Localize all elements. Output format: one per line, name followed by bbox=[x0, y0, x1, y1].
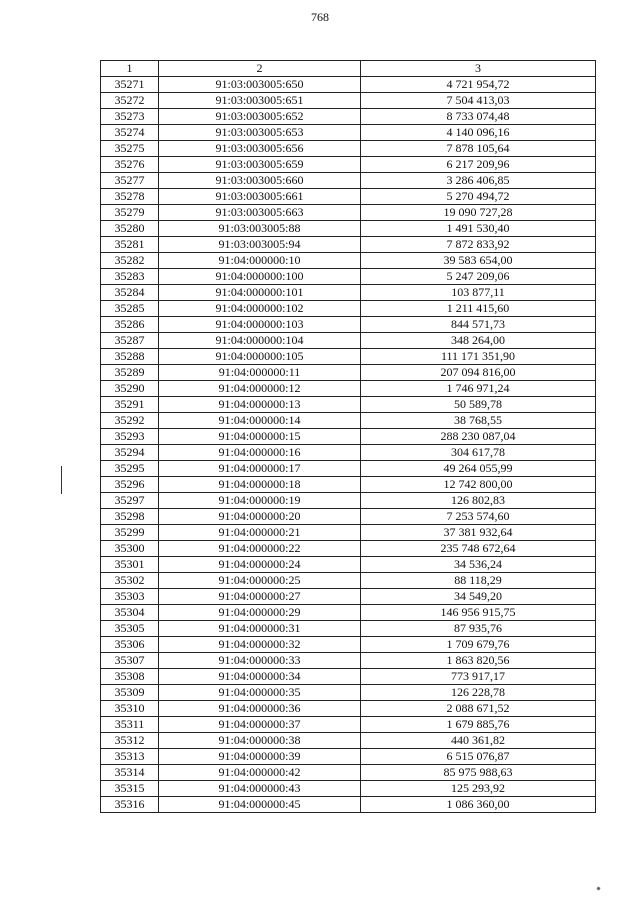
table-row bbox=[101, 461, 596, 477]
table-row bbox=[101, 717, 596, 733]
value-cell: 1 746 971,24 bbox=[361, 381, 596, 397]
table-row bbox=[101, 317, 596, 333]
cadastral-number-cell: 91:04:000000:17 bbox=[159, 461, 361, 477]
table-row bbox=[101, 445, 596, 461]
value-cell: 111 171 351,90 bbox=[361, 349, 596, 365]
table-row bbox=[101, 605, 596, 621]
row-number-cell: 35316 bbox=[101, 797, 159, 813]
table-row bbox=[101, 205, 596, 221]
value-cell: 773 917,17 bbox=[361, 669, 596, 685]
value-cell: 88 118,29 bbox=[361, 573, 596, 589]
row-number-cell: 35311 bbox=[101, 717, 159, 733]
cadastral-number-cell: 91:04:000000:31 bbox=[159, 621, 361, 637]
row-number-cell: 35272 bbox=[101, 93, 159, 109]
cadastral-value-table bbox=[100, 60, 596, 813]
value-cell: 3 286 406,85 bbox=[361, 173, 596, 189]
row-number-cell: 35291 bbox=[101, 397, 159, 413]
cadastral-number-cell: 91:04:000000:18 bbox=[159, 477, 361, 493]
row-number-cell: 35277 bbox=[101, 173, 159, 189]
row-number-cell: 35276 bbox=[101, 157, 159, 173]
value-cell: 1 679 885,76 bbox=[361, 717, 596, 733]
table-row bbox=[101, 285, 596, 301]
row-number-cell: 35278 bbox=[101, 189, 159, 205]
cadastral-number-cell: 91:04:000000:11 bbox=[159, 365, 361, 381]
table-row bbox=[101, 381, 596, 397]
value-cell: 4 140 096,16 bbox=[361, 125, 596, 141]
row-number-cell: 35315 bbox=[101, 781, 159, 797]
scan-speck bbox=[596, 886, 600, 890]
value-cell: 7 878 105,64 bbox=[361, 141, 596, 157]
table-header-row bbox=[101, 61, 596, 77]
cadastral-number-cell: 91:04:000000:105 bbox=[159, 349, 361, 365]
value-cell: 49 264 055,99 bbox=[361, 461, 596, 477]
table-row bbox=[101, 621, 596, 637]
row-number-cell: 35292 bbox=[101, 413, 159, 429]
row-number-cell: 35273 bbox=[101, 109, 159, 125]
value-cell: 126 802,83 bbox=[361, 493, 596, 509]
cadastral-number-cell: 91:04:000000:103 bbox=[159, 317, 361, 333]
cadastral-number-cell: 91:04:000000:36 bbox=[159, 701, 361, 717]
row-number-cell: 35310 bbox=[101, 701, 159, 717]
row-number-cell: 35286 bbox=[101, 317, 159, 333]
cadastral-number-cell: 91:03:003005:652 bbox=[159, 109, 361, 125]
cadastral-number-cell: 91:04:000000:35 bbox=[159, 685, 361, 701]
cadastral-number-cell: 91:04:000000:14 bbox=[159, 413, 361, 429]
cadastral-number-cell: 91:04:000000:104 bbox=[159, 333, 361, 349]
row-number-cell: 35304 bbox=[101, 605, 159, 621]
value-cell: 348 264,00 bbox=[361, 333, 596, 349]
value-cell: 304 617,78 bbox=[361, 445, 596, 461]
table-row bbox=[101, 701, 596, 717]
table-row bbox=[101, 253, 596, 269]
table-row bbox=[101, 765, 596, 781]
row-number-cell: 35294 bbox=[101, 445, 159, 461]
table-row bbox=[101, 301, 596, 317]
cadastral-number-cell: 91:03:003005:650 bbox=[159, 77, 361, 93]
cadastral-number-cell: 91:04:000000:34 bbox=[159, 669, 361, 685]
table-row bbox=[101, 685, 596, 701]
table-row bbox=[101, 77, 596, 93]
row-number-cell: 35309 bbox=[101, 685, 159, 701]
value-cell: 85 975 988,63 bbox=[361, 765, 596, 781]
cadastral-number-cell: 91:04:000000:29 bbox=[159, 605, 361, 621]
cadastral-number-cell: 91:04:000000:43 bbox=[159, 781, 361, 797]
value-cell: 12 742 800,00 bbox=[361, 477, 596, 493]
value-cell: 8 733 074,48 bbox=[361, 109, 596, 125]
row-number-cell: 35281 bbox=[101, 237, 159, 253]
column-header-1: 1 bbox=[101, 61, 159, 77]
row-number-cell: 35300 bbox=[101, 541, 159, 557]
value-cell: 6 217 209,96 bbox=[361, 157, 596, 173]
row-number-cell: 35312 bbox=[101, 733, 159, 749]
cadastral-number-cell: 91:04:000000:22 bbox=[159, 541, 361, 557]
table-row bbox=[101, 333, 596, 349]
value-cell: 4 721 954,72 bbox=[361, 77, 596, 93]
table-row bbox=[101, 669, 596, 685]
cadastral-number-cell: 91:04:000000:10 bbox=[159, 253, 361, 269]
value-cell: 2 088 671,52 bbox=[361, 701, 596, 717]
cadastral-number-cell: 91:03:003005:659 bbox=[159, 157, 361, 173]
value-cell: 37 381 932,64 bbox=[361, 525, 596, 541]
cadastral-number-cell: 91:04:000000:24 bbox=[159, 557, 361, 573]
cadastral-number-cell: 91:04:000000:42 bbox=[159, 765, 361, 781]
table-row bbox=[101, 637, 596, 653]
margin-mark bbox=[61, 466, 62, 494]
table-row bbox=[101, 589, 596, 605]
value-cell: 440 361,82 bbox=[361, 733, 596, 749]
cadastral-number-cell: 91:03:003005:656 bbox=[159, 141, 361, 157]
table-row bbox=[101, 125, 596, 141]
row-number-cell: 35290 bbox=[101, 381, 159, 397]
table-row bbox=[101, 749, 596, 765]
table-row bbox=[101, 557, 596, 573]
table-row bbox=[101, 525, 596, 541]
value-cell: 1 491 530,40 bbox=[361, 221, 596, 237]
value-cell: 38 768,55 bbox=[361, 413, 596, 429]
table-row bbox=[101, 413, 596, 429]
row-number-cell: 35279 bbox=[101, 205, 159, 221]
row-number-cell: 35307 bbox=[101, 653, 159, 669]
value-cell: 5 247 209,06 bbox=[361, 269, 596, 285]
row-number-cell: 35314 bbox=[101, 765, 159, 781]
cadastral-number-cell: 91:04:000000:33 bbox=[159, 653, 361, 669]
cadastral-number-cell: 91:03:003005:651 bbox=[159, 93, 361, 109]
table-row bbox=[101, 141, 596, 157]
row-number-cell: 35283 bbox=[101, 269, 159, 285]
table-row bbox=[101, 733, 596, 749]
cadastral-number-cell: 91:04:000000:15 bbox=[159, 429, 361, 445]
table-row bbox=[101, 781, 596, 797]
cadastral-number-cell: 91:04:000000:39 bbox=[159, 749, 361, 765]
row-number-cell: 35303 bbox=[101, 589, 159, 605]
row-number-cell: 35282 bbox=[101, 253, 159, 269]
value-cell: 288 230 087,04 bbox=[361, 429, 596, 445]
cadastral-number-cell: 91:03:003005:653 bbox=[159, 125, 361, 141]
cadastral-number-cell: 91:04:000000:100 bbox=[159, 269, 361, 285]
cadastral-number-cell: 91:03:003005:663 bbox=[159, 205, 361, 221]
row-number-cell: 35293 bbox=[101, 429, 159, 445]
row-number-cell: 35298 bbox=[101, 509, 159, 525]
value-cell: 103 877,11 bbox=[361, 285, 596, 301]
table-row bbox=[101, 189, 596, 205]
row-number-cell: 35313 bbox=[101, 749, 159, 765]
row-number-cell: 35299 bbox=[101, 525, 159, 541]
value-cell: 34 536,24 bbox=[361, 557, 596, 573]
cadastral-number-cell: 91:04:000000:19 bbox=[159, 493, 361, 509]
row-number-cell: 35301 bbox=[101, 557, 159, 573]
table-row bbox=[101, 109, 596, 125]
table-row bbox=[101, 573, 596, 589]
cadastral-number-cell: 91:03:003005:88 bbox=[159, 221, 361, 237]
cadastral-number-cell: 91:04:000000:25 bbox=[159, 573, 361, 589]
value-cell: 844 571,73 bbox=[361, 317, 596, 333]
value-cell: 1 709 679,76 bbox=[361, 637, 596, 653]
value-cell: 125 293,92 bbox=[361, 781, 596, 797]
table-row bbox=[101, 237, 596, 253]
column-header-3: 3 bbox=[361, 61, 596, 77]
value-cell: 207 094 816,00 bbox=[361, 365, 596, 381]
cadastral-number-cell: 91:03:003005:660 bbox=[159, 173, 361, 189]
table-row bbox=[101, 349, 596, 365]
cadastral-number-cell: 91:04:000000:102 bbox=[159, 301, 361, 317]
cadastral-number-cell: 91:04:000000:20 bbox=[159, 509, 361, 525]
page-number: 768 bbox=[311, 10, 329, 24]
row-number-cell: 35302 bbox=[101, 573, 159, 589]
cadastral-number-cell: 91:04:000000:38 bbox=[159, 733, 361, 749]
value-cell: 19 090 727,28 bbox=[361, 205, 596, 221]
table-row bbox=[101, 429, 596, 445]
value-cell: 235 748 672,64 bbox=[361, 541, 596, 557]
cadastral-number-cell: 91:04:000000:16 bbox=[159, 445, 361, 461]
cadastral-number-cell: 91:04:000000:37 bbox=[159, 717, 361, 733]
value-cell: 5 270 494,72 bbox=[361, 189, 596, 205]
row-number-cell: 35295 bbox=[101, 461, 159, 477]
value-cell: 39 583 654,00 bbox=[361, 253, 596, 269]
value-cell: 6 515 076,87 bbox=[361, 749, 596, 765]
table-row bbox=[101, 397, 596, 413]
value-cell: 7 253 574,60 bbox=[361, 509, 596, 525]
value-cell: 1 211 415,60 bbox=[361, 301, 596, 317]
value-cell: 7 872 833,92 bbox=[361, 237, 596, 253]
table-row bbox=[101, 509, 596, 525]
row-number-cell: 35308 bbox=[101, 669, 159, 685]
table-row bbox=[101, 269, 596, 285]
table-row bbox=[101, 797, 596, 813]
cadastral-number-cell: 91:03:003005:661 bbox=[159, 189, 361, 205]
value-cell: 146 956 915,75 bbox=[361, 605, 596, 621]
table-row bbox=[101, 221, 596, 237]
table-row bbox=[101, 157, 596, 173]
value-cell: 34 549,20 bbox=[361, 589, 596, 605]
value-cell: 7 504 413,03 bbox=[361, 93, 596, 109]
row-number-cell: 35296 bbox=[101, 477, 159, 493]
cadastral-number-cell: 91:04:000000:12 bbox=[159, 381, 361, 397]
cadastral-number-cell: 91:04:000000:32 bbox=[159, 637, 361, 653]
row-number-cell: 35284 bbox=[101, 285, 159, 301]
column-header-2: 2 bbox=[159, 61, 361, 77]
row-number-cell: 35280 bbox=[101, 221, 159, 237]
row-number-cell: 35289 bbox=[101, 365, 159, 381]
cadastral-number-cell: 91:04:000000:45 bbox=[159, 797, 361, 813]
value-cell: 1 086 360,00 bbox=[361, 797, 596, 813]
cadastral-number-cell: 91:04:000000:21 bbox=[159, 525, 361, 541]
cadastral-number-cell: 91:03:003005:94 bbox=[159, 237, 361, 253]
cadastral-number-cell: 91:04:000000:27 bbox=[159, 589, 361, 605]
row-number-cell: 35274 bbox=[101, 125, 159, 141]
row-number-cell: 35297 bbox=[101, 493, 159, 509]
row-number-cell: 35305 bbox=[101, 621, 159, 637]
row-number-cell: 35287 bbox=[101, 333, 159, 349]
table-row bbox=[101, 365, 596, 381]
row-number-cell: 35288 bbox=[101, 349, 159, 365]
table-row bbox=[101, 493, 596, 509]
table-row bbox=[101, 173, 596, 189]
value-cell: 87 935,76 bbox=[361, 621, 596, 637]
value-cell: 1 863 820,56 bbox=[361, 653, 596, 669]
row-number-cell: 35275 bbox=[101, 141, 159, 157]
table-row bbox=[101, 541, 596, 557]
row-number-cell: 35271 bbox=[101, 77, 159, 93]
cadastral-number-cell: 91:04:000000:13 bbox=[159, 397, 361, 413]
row-number-cell: 35306 bbox=[101, 637, 159, 653]
value-cell: 126 228,78 bbox=[361, 685, 596, 701]
row-number-cell: 35285 bbox=[101, 301, 159, 317]
table-row bbox=[101, 477, 596, 493]
table-row bbox=[101, 93, 596, 109]
cadastral-number-cell: 91:04:000000:101 bbox=[159, 285, 361, 301]
table-row bbox=[101, 653, 596, 669]
value-cell: 50 589,78 bbox=[361, 397, 596, 413]
